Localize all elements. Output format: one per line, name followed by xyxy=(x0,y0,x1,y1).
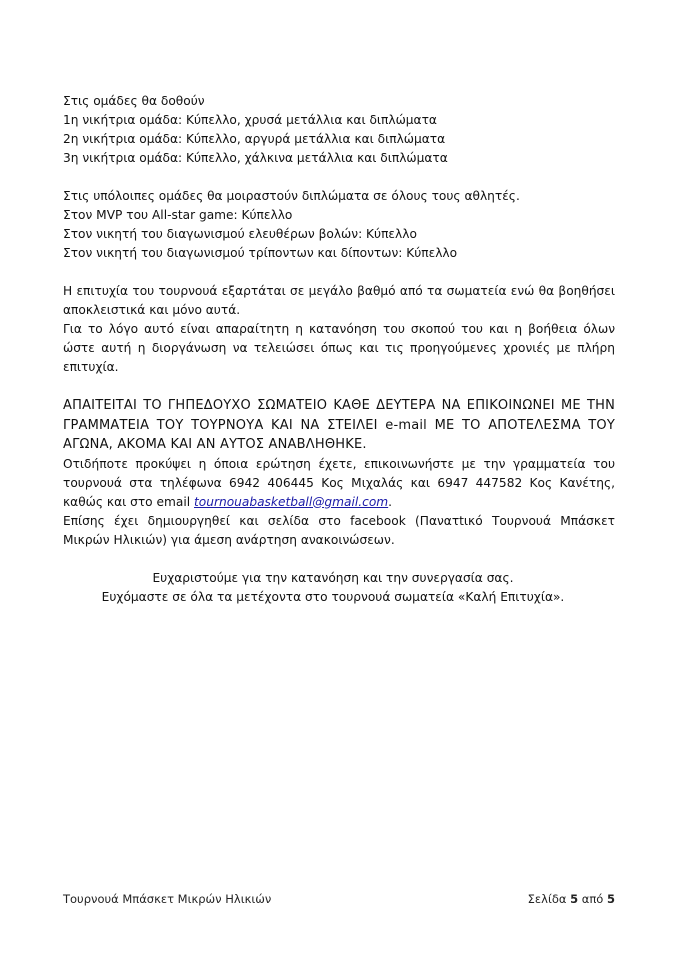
award-second-place: 2η νικήτρια ομάδα: Κύπελλο, αργυρά μετάλλια και διπλώματα xyxy=(63,132,446,146)
page-number xyxy=(528,892,615,906)
award-free-throws: Στον νικητή του διαγωνισμού ελευθέρων βολών: Κύπελλο xyxy=(63,227,417,241)
success-paragraph-2: Για το λόγο αυτό είναι απαραίτητη η κατανόηση του σκοπού του και η βοήθεια όλων ώστε αυτή η διοργάνωση να τελειώσει όπως και τις προηγούμενες χρονιές με πλήρη επιτυχία. xyxy=(63,322,615,374)
footer-title: Τουρνουά Μπάσκετ Μικρών Ηλικιών xyxy=(63,892,272,906)
closing-thanks: Ευχαριστούμε για την κατανόηση και την συνεργασία σας. xyxy=(152,570,514,585)
closing-section xyxy=(63,569,615,607)
awards-intro: Στις ομάδες θα δοθούν xyxy=(63,94,205,108)
other-teams-paragraph: Στις υπόλοιπες ομάδες θα μοιραστούν διπλώματα σε όλους τους αθλητές. xyxy=(63,189,520,203)
closing-wishes: Ευχόμαστε σε όλα τα μετέχοντα στο τουρνουά σωματεία «Καλή Επιτυχία». xyxy=(101,589,565,604)
success-section xyxy=(63,282,615,377)
email-link[interactable]: tournouabasketball@gmail.com xyxy=(194,494,389,509)
contact-paragraph xyxy=(63,455,615,512)
award-mvp: Στον MVP του All-star game: Κύπελλο xyxy=(63,208,293,222)
facebook-paragraph: Επίσης έχει δημιουργηθεί και σελίδα στο facebook (Πανατtικό Τουρνουά Μπάσκετ Μικρών Ηλικιών) για άμεση ανάρτηση ανακοινώσεων. xyxy=(63,513,615,547)
individual-awards-section xyxy=(63,206,615,263)
success-paragraph-1: Η επιτυχία του τουρνουά εξαρτάται σε μεγάλο βαθμό από τα σωματεία ενώ θα βοηθήσει αποκλειστικά και μόνο αυτά. xyxy=(63,284,615,317)
award-first-place: 1η νικήτρια ομάδα: Κύπελλο, χρυσά μετάλλια και διπλώματα xyxy=(63,113,437,127)
document-body xyxy=(63,92,615,607)
page-prefix: Σελίδα xyxy=(527,892,567,906)
page-current: 5 xyxy=(570,892,579,906)
contact-section xyxy=(63,455,615,550)
page-separator: από xyxy=(581,892,604,906)
awards-section xyxy=(63,92,615,168)
notice-paragraph: ΑΠΑΙΤΕΙΤΑΙ ΤΟ ΓΗΠΕΔΟΥΧΟ ΣΩΜΑΤΕΙΟ ΚΑΘΕ ΔΕΥΤΕΡΑ ΝΑ ΕΠΙΚΟΙΝΩΝΕΙ ΜΕ ΤΗΝ ΓΡΑΜΜΑΤΕΙΑ ΤΟΥ ΤΟΥΡΝΟΥΑ ΚΑΙ ΝΑ ΣΤΕΙΛΕΙ e-mail ΜΕ ΤΟ ΑΠΟΤΕΛΕΣΜΑ ΤΟΥ ΑΓΩΝΑ, ΑΚΟΜΑ ΚΑΙ ΑΝ ΑΥΤΟΣ ΑΝΑΒΛΗΘΗΚΕ. xyxy=(63,398,615,452)
contact-text: Οτιδήποτε προκύψει η όποια ερώτηση έχετε, επικοινωνήστε με την γραμματεία του τουρνουά στα τηλέφωνα 6942 406445 Κος Μιχαλάς και 6947 447582 Κος Κανέτης, καθώς και στο email xyxy=(63,456,615,509)
contact-text-end: . xyxy=(388,494,393,509)
page-total: 5 xyxy=(606,892,615,906)
award-three-two-pointers: Στον νικητή του διαγωνισμού τρίποντων και δίποντων: Κύπελλο xyxy=(63,246,458,260)
page-footer xyxy=(63,892,615,906)
award-third-place: 3η νικήτρια ομάδα: Κύπελλο, χάλκινα μετάλλια και διπλώματα xyxy=(63,151,448,165)
